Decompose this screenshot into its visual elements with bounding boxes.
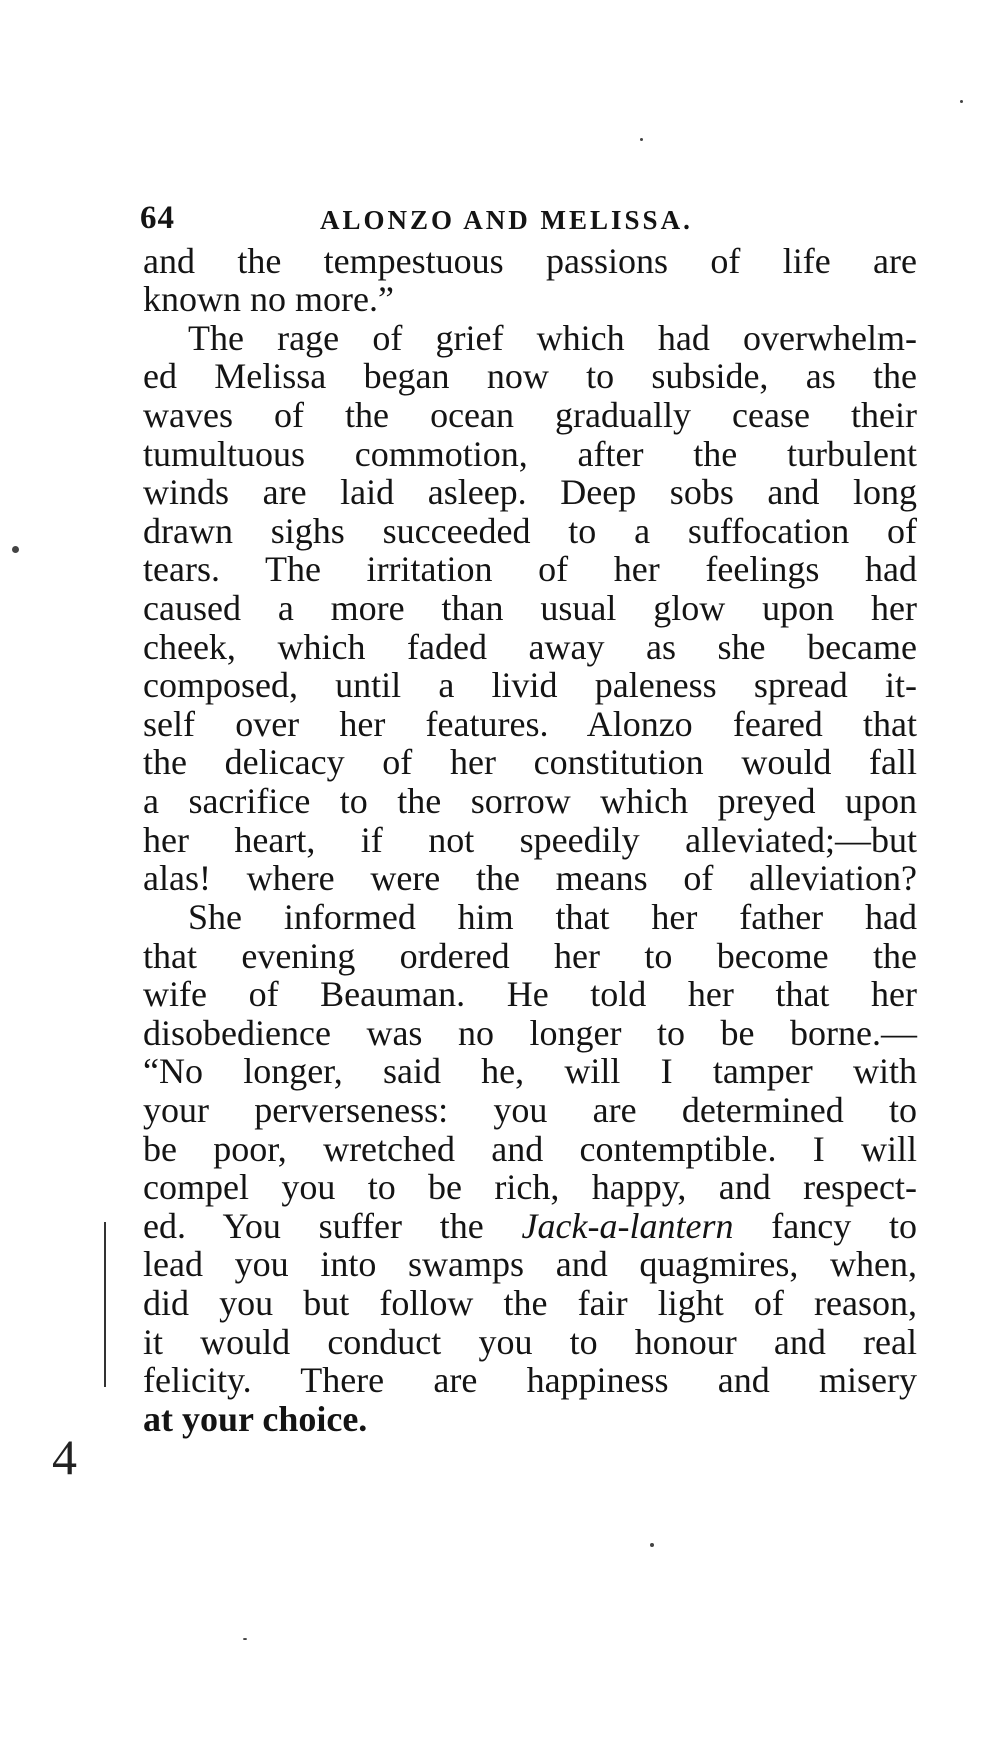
text-line: self over her features. Alonzo feared that [143,704,917,744]
text-line: composed, until a livid paleness spread it- [143,665,917,705]
text-line: tears. The irritation of her feelings had [143,549,917,589]
running-head: ALONZO AND MELISSA. [320,205,693,235]
paper-speck [243,1638,247,1640]
text-line: a sacrifice to the sorrow which preyed upon [143,781,917,821]
text-line: known no more.” [143,279,394,319]
text-line: tumultuous commotion, after the turbulent [143,434,917,474]
text-line: at your choice. [143,1399,368,1439]
italic-phrase: Jack-a-lantern [521,1206,734,1246]
paper-speck [640,138,643,141]
text-line: ed Melissa began now to subside, as the [143,356,917,396]
page-number: 64 [140,200,175,236]
pencil-margin-line [104,1222,106,1387]
text-line: did you but follow the fair light of reason, [143,1283,917,1323]
text-line: and the tempestuous passions of life are [143,241,917,281]
text-segment: fancy to [771,1206,918,1246]
text-line: felicity. There are happiness and misery [143,1360,917,1400]
text-line: disobedience was no longer to be borne.— [143,1013,917,1053]
text-line: be poor, wretched and contemptible. I will [143,1129,917,1169]
text-line: “No longer, said he, will I tamper with [143,1051,917,1091]
text-line: waves of the ocean gradually cease their [143,395,917,435]
text-line: the delicacy of her constitution would fall [143,742,917,782]
paper-speck [960,100,963,103]
paragraph-start-line: She informed him that her father had [188,897,917,937]
text-line: her heart, if not speedily alleviated;—but [143,820,917,860]
text-line: wife of Beauman. He told her that her [143,974,917,1014]
text-line: caused a more than usual glow upon her [143,588,917,628]
text-line: it would conduct you to honour and real [143,1322,917,1362]
text-segment: ed. You suffer the [143,1206,484,1246]
text-line: compel you to be rich, happy, and respect- [143,1167,917,1207]
text-line: your perverseness: you are determined to [143,1090,917,1130]
pencil-margin-mark: 4 [52,1429,77,1485]
text-line: cheek, which faded away as she became [143,627,917,667]
text-line: that evening ordered her to become the [143,936,917,976]
paper-speck [12,546,19,553]
paragraph-start-line: The rage of grief which had overwhelm- [188,318,917,358]
text-line: drawn sighs succeeded to a suffocation of [143,511,917,551]
paper-speck [650,1543,654,1547]
text-line: winds are laid asleep. Deep sobs and long [143,472,917,512]
text-line: lead you into swamps and quagmires, when, [143,1244,917,1284]
text-line: alas! where were the means of alleviation? [143,858,917,898]
